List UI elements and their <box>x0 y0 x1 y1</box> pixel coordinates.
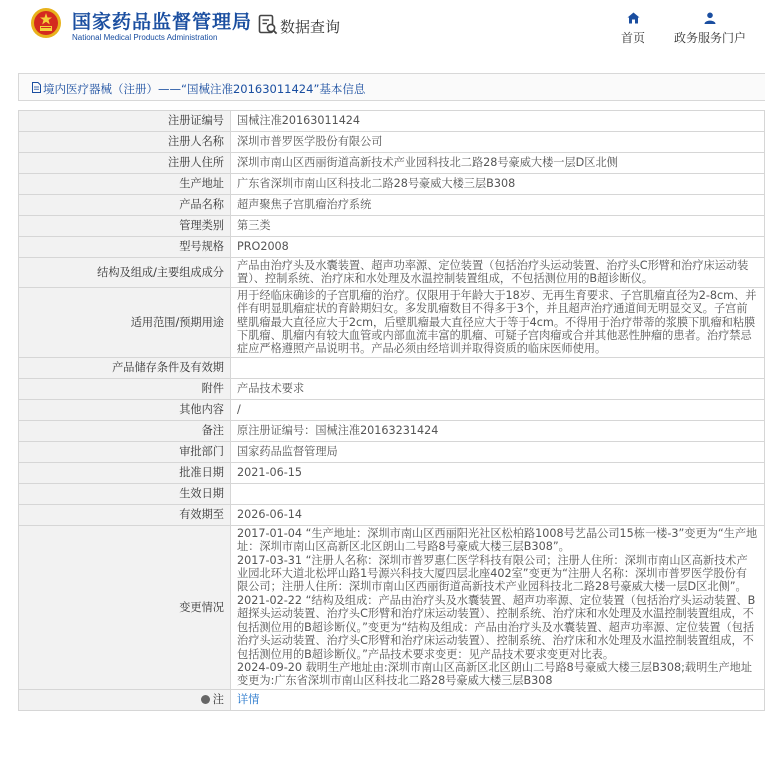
home-icon <box>627 12 640 24</box>
row-value: 产品由治疗头及水囊装置、超声功率源、定位装置（包括治疗头运动装置、治疗头C形臂和治疗床运动装置）、控制系统、治疗床和水处理及水温控制装置组成，不包括测位用的B超诊断仪。 <box>231 258 765 288</box>
table-row <box>19 420 765 441</box>
user-icon <box>704 12 716 24</box>
table-row <box>19 399 765 420</box>
breadcrumb-text: 境内医疗器械（注册）——“国械注准20163011424”基本信息 <box>43 82 366 96</box>
device-info-table <box>18 110 765 711</box>
row-label: 适用范围/预期用途 <box>19 287 231 357</box>
row-label: 变更情况 <box>19 525 231 689</box>
national-emblem-icon <box>30 7 62 39</box>
table-row <box>19 153 765 174</box>
row-value: 2026-06-14 <box>231 504 765 525</box>
table-row <box>19 132 765 153</box>
row-label: 附件 <box>19 378 231 399</box>
table-row <box>19 111 765 132</box>
change-history: 2017-01-04 “生产地址：深圳市南山区西丽阳光社区松柏路1008号艺晶公司15栋一楼-3”变更为“生产地址：深圳市南山区高新区北区朗山二号路8号豪威大楼三层B308”。 2017-03-31 “注册人名称：深圳市普罗惠仁医学科技有限公司；注册人住所：深圳市南山区高新技术产业园北环大道北松坪山路1号源兴科技大厦四层北座402室”变更为“注册人名称：深圳市普罗医学股份有限公司；注册人住所：深圳市南山区西丽街道高新技术产业园科技北二路28号豪威大楼一层D区北侧”。 2021-02-22 “结构及组成：产品由治疗头及水囊装置、超声功率源、定位装置（包括治疗头运动装置、B超探头运动装置、治疗头C形臂和治疗床运动装置）、控制系统、治疗床和水处理及水温控制装置组成，不包括测位用的B超诊断仪。”变更为“结构及组成：产品由治疗头及水囊装置、超声功率源、定位装置（包括治疗头运动装置、治疗头C形臂和治疗床运动装置）、控制系统、治疗床和水处理及水温控制装置组成，不包括测位用的B超诊断仪。”产品技术要求变更：见产品技术要求变更对比表。 2024-09-20 载明生产地址由:深圳市南山区高新区北区朗山二号路8号豪威大楼三层B308;载明生产地址变更为:广东省深圳市南山区科技北二路28号豪威大楼三层B308 <box>231 525 765 689</box>
row-label: 其他内容 <box>19 399 231 420</box>
row-label: 结构及组成/主要组成成分 <box>19 258 231 288</box>
table-row <box>19 357 765 378</box>
document-icon <box>32 82 41 93</box>
table-row <box>19 462 765 483</box>
row-label: 产品名称 <box>19 195 231 216</box>
details-link[interactable]: 详情 <box>237 693 260 707</box>
row-value: / <box>231 399 765 420</box>
nav-home[interactable] <box>618 12 648 46</box>
nav-gov-services[interactable] <box>673 12 747 46</box>
row-value: 原注册证编号：国械注准20163231424 <box>231 420 765 441</box>
data-query-icon[interactable] <box>258 14 278 36</box>
breadcrumb <box>18 73 765 101</box>
table-row <box>19 483 765 504</box>
row-value <box>231 357 765 378</box>
row-value: 第三类 <box>231 216 765 237</box>
site-name[interactable]: 国家药品监督管理局 <box>72 11 253 33</box>
row-value: 广东省深圳市南山区科技北二路28号豪威大楼三层B308 <box>231 174 765 195</box>
annotation-value <box>231 689 765 710</box>
row-label: 备注 <box>19 420 231 441</box>
row-value <box>231 483 765 504</box>
table-row <box>19 287 765 357</box>
row-value: 深圳市普罗医学股份有限公司 <box>231 132 765 153</box>
row-value: 产品技术要求 <box>231 378 765 399</box>
row-label: 管理类别 <box>19 216 231 237</box>
location-pin-icon <box>201 695 210 704</box>
row-label: 审批部门 <box>19 441 231 462</box>
row-label: 生产地址 <box>19 174 231 195</box>
row-value: 超声聚焦子宫肌瘤治疗系统 <box>231 195 765 216</box>
site-header <box>0 0 765 52</box>
data-query-label[interactable]: 数据查询 <box>280 18 341 36</box>
site-name-en: National Medical Products Administration <box>72 33 218 42</box>
table-row <box>19 258 765 288</box>
row-value: 用于经临床确诊的子宫肌瘤的治疗。仅限用于年龄大于18岁、无再生育要求、子宫肌瘤直径为2-8cm、并伴有明显肌瘤症状的育龄期妇女。多发肌瘤数目不得多于3个，并且超声治疗通道间无明显交叉。子宫前壁肌瘤最大直径应大于2cm，后壁肌瘤最大直径应大于等于4cm。不得用于治疗带蒂的浆膜下肌瘤和粘膜下肌瘤、肌瘤内有较大血管或内部血流丰富的肌瘤、可疑子宫肉瘤或合并其他恶性肿瘤的患者。治疗禁忌症应严格遵照产品说明书。产品必须由经培训并取得资质的临床医师使用。 <box>231 287 765 357</box>
annotation-label <box>19 689 231 710</box>
row-value: 国家药品监督管理局 <box>231 441 765 462</box>
row-label: 批准日期 <box>19 462 231 483</box>
row-label: 有效期至 <box>19 504 231 525</box>
table-row <box>19 525 765 689</box>
row-label: 产品储存条件及有效期 <box>19 357 231 378</box>
row-value: PRO2008 <box>231 237 765 258</box>
nav-home-label: 首页 <box>620 31 645 45</box>
annotation-label-text: 注 <box>212 693 224 707</box>
row-value: 2021-06-15 <box>231 462 765 483</box>
row-label: 型号规格 <box>19 237 231 258</box>
table-row <box>19 689 765 710</box>
row-label: 生效日期 <box>19 483 231 504</box>
row-value: 深圳市南山区西丽街道高新技术产业园科技北二路28号豪威大楼一层D区北侧 <box>231 153 765 174</box>
nav-gov-services-label: 政务服务门户 <box>673 31 746 45</box>
table-row <box>19 378 765 399</box>
row-label: 注册人住所 <box>19 153 231 174</box>
table-row <box>19 441 765 462</box>
row-label: 注册证编号 <box>19 111 231 132</box>
table-row <box>19 504 765 525</box>
table-row <box>19 216 765 237</box>
table-row <box>19 237 765 258</box>
row-value: 国械注准20163011424 <box>231 111 765 132</box>
table-row <box>19 195 765 216</box>
row-label: 注册人名称 <box>19 132 231 153</box>
table-row <box>19 174 765 195</box>
